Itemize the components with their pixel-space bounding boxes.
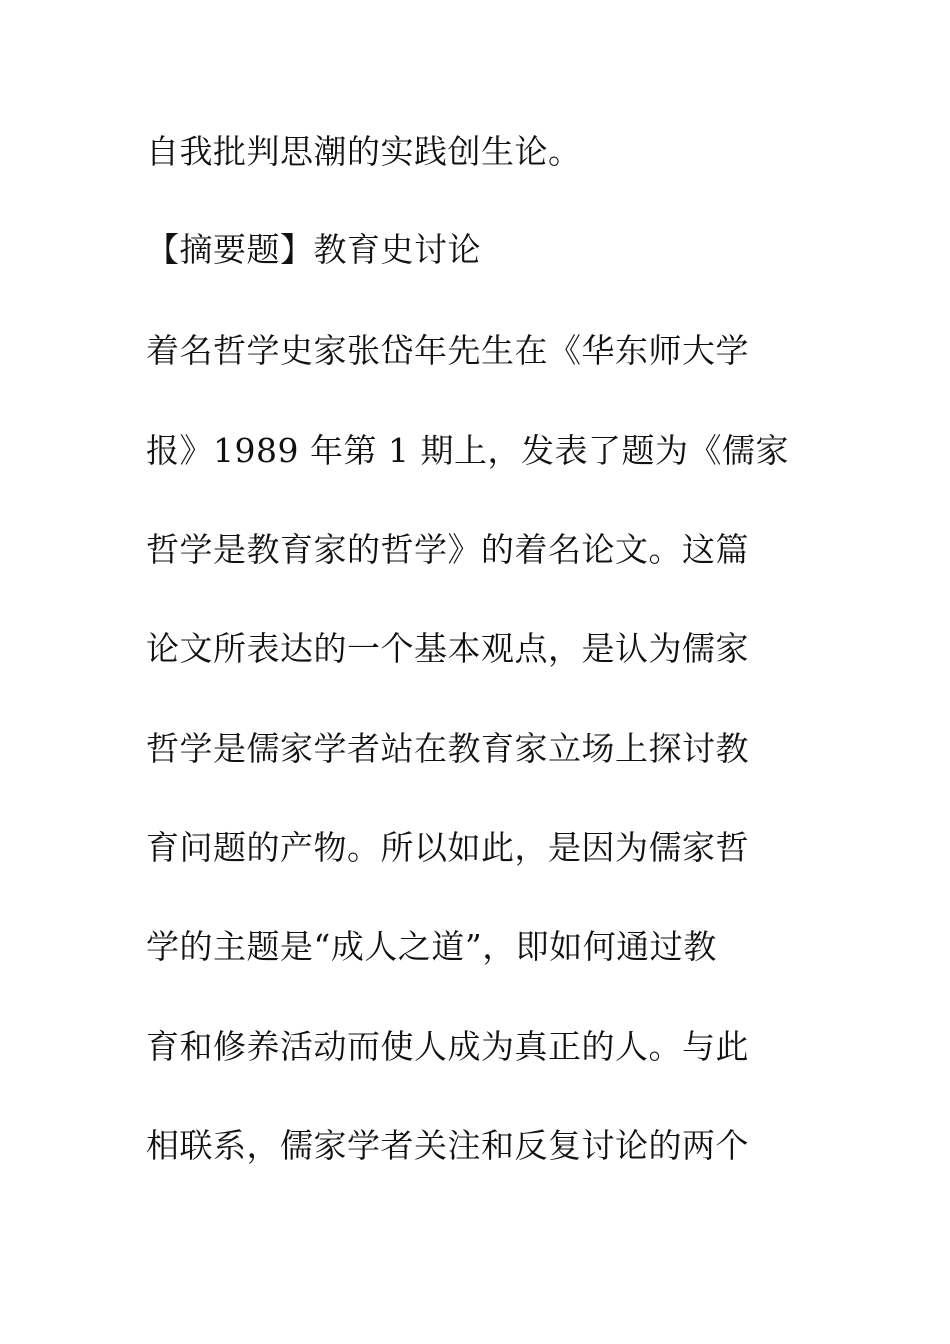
text-line: 育和修养活动而使人成为真正的人。与此 xyxy=(146,1027,749,1066)
section-heading: 【摘要题】教育史讨论 xyxy=(146,230,481,269)
text-line: 哲学是教育家的哲学》的着名论文。这篇 xyxy=(146,530,749,569)
text-line: 学的主题是“成人之道”，即如何通过教 xyxy=(146,927,717,966)
text-line: 哲学是儒家学者站在教育家立场上探讨教 xyxy=(146,729,749,768)
text-line: 论文所表达的一个基本观点，是认为儒家 xyxy=(146,629,749,668)
text-line: 育问题的产物。所以如此，是因为儒家哲 xyxy=(146,828,749,867)
text-line: 着名哲学史家张岱年先生在《华东师大学 xyxy=(146,331,749,370)
text-line: 相联系，儒家学者关注和反复讨论的两个 xyxy=(146,1126,749,1165)
text-line: 报》1989 年第 1 期上，发表了题为《儒家 xyxy=(146,431,789,470)
text-line: 自我批判思潮的实践创生论。 xyxy=(146,132,582,171)
